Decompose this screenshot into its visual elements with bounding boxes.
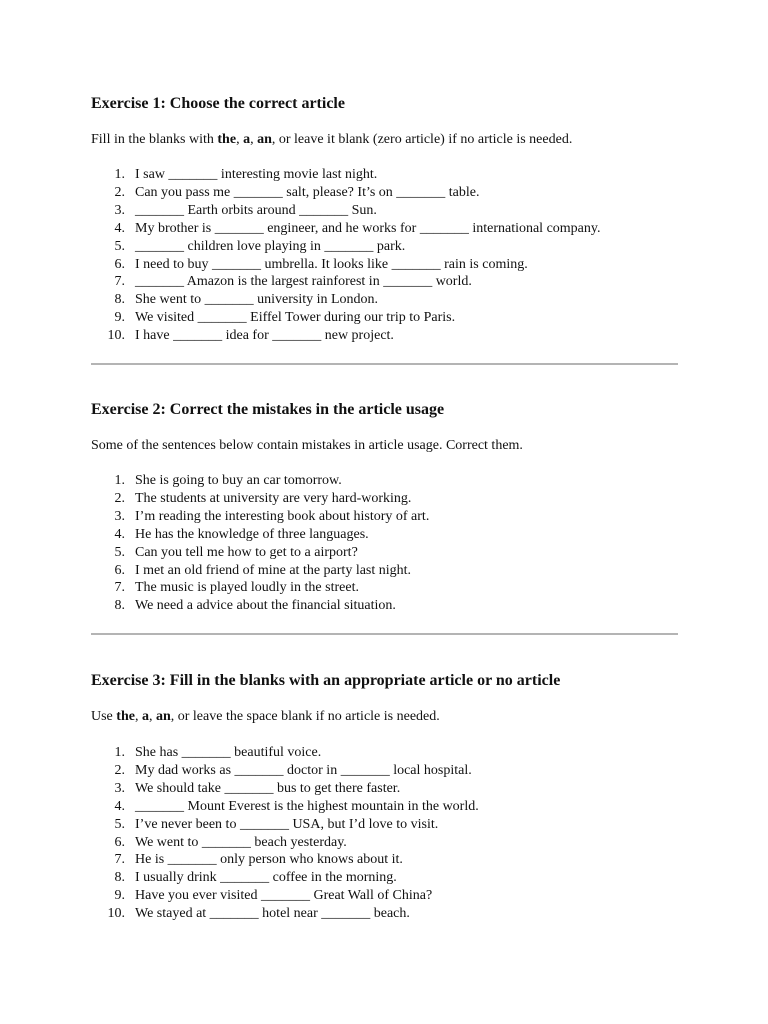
item-number: 5. <box>114 816 125 832</box>
item-text: I saw _______ interesting movie last night. <box>135 167 378 182</box>
article-a: a <box>141 709 149 724</box>
list-item <box>91 744 479 762</box>
list-item <box>91 579 429 597</box>
item-text: We need a advice about the financial situation. <box>135 598 396 614</box>
item-number: 1. <box>114 473 125 488</box>
item-number: 5. <box>114 238 125 254</box>
item-text: Can you tell me how to get to a airport? <box>135 544 358 560</box>
item-text: She is going to buy an car tomorrow. <box>135 473 342 488</box>
item-number: 2. <box>114 762 125 778</box>
exercise-2-title: Exercise 2: Correct the mistakes in the article usage <box>91 401 445 418</box>
list-item <box>91 834 479 852</box>
intro-separator: , <box>134 709 142 724</box>
list-item <box>91 851 479 869</box>
item-text: We should take _______ bus to get there faster. <box>135 780 401 796</box>
list-item <box>91 562 429 580</box>
item-text: My dad works as _______ doctor in _______ local hospital. <box>135 762 472 778</box>
list-item <box>91 220 600 238</box>
item-text: _______ Mount Everest is the highest mountain in the world. <box>135 798 479 814</box>
item-text: _______ Earth orbits around _______ Sun. <box>135 202 377 218</box>
intro-separator: , <box>148 709 156 724</box>
item-text: I met an old friend of mine at the party last night. <box>135 562 412 578</box>
list-item <box>91 309 600 327</box>
item-text: We stayed at _______ hotel near _______ beach. <box>135 906 410 922</box>
intro-prefix: Fill in the blanks with <box>91 132 218 147</box>
item-number: 10. <box>107 328 125 344</box>
article-a: a <box>243 132 251 147</box>
item-text: I’m reading the interesting book about history of art. <box>135 508 430 524</box>
list-item <box>91 905 479 923</box>
item-number: 8. <box>114 292 125 308</box>
list-item <box>91 887 479 905</box>
item-text: The students at university are very hard-working. <box>135 490 412 506</box>
item-number: 6. <box>114 256 125 272</box>
item-number: 4. <box>114 798 125 814</box>
list-item <box>91 202 600 220</box>
exercise-3-title: Exercise 3: Fill in the blanks with an appropriate article or no article <box>91 672 561 689</box>
exercise-2-list <box>91 472 429 615</box>
exercise-1-section <box>91 94 679 344</box>
list-item <box>91 544 429 562</box>
item-text: The music is played loudly in the street. <box>135 580 359 596</box>
intro-suffix: , or leave it blank (zero article) if no article is needed. <box>271 132 573 147</box>
item-number: 6. <box>114 562 125 578</box>
list-item <box>91 327 600 345</box>
list-item <box>91 238 600 256</box>
article-the: the <box>217 132 237 147</box>
intro-suffix: , or leave the space blank if no article is needed. <box>170 709 440 724</box>
list-item <box>91 291 600 309</box>
item-number: 1. <box>114 745 125 760</box>
list-item <box>91 508 429 526</box>
intro-separator: , <box>236 132 244 147</box>
item-text: She has _______ beautiful voice. <box>135 745 322 760</box>
list-item <box>91 780 479 798</box>
section-divider <box>91 633 678 635</box>
item-number: 9. <box>114 310 125 326</box>
item-number: 7. <box>114 580 125 596</box>
list-item <box>91 184 600 202</box>
item-number: 2. <box>114 184 125 200</box>
exercise-1-title: Exercise 1: Choose the correct article <box>91 95 345 112</box>
item-text: We went to _______ beach yesterday. <box>135 834 347 850</box>
list-item <box>91 869 479 887</box>
list-item <box>91 256 600 274</box>
list-item <box>91 762 479 780</box>
item-number: 3. <box>114 780 125 796</box>
item-text: We visited _______ Eiffel Tower during our trip to Paris. <box>135 310 456 326</box>
intro-separator: , <box>250 132 258 147</box>
item-text: _______ Amazon is the largest rainforest in _______ world. <box>135 274 472 290</box>
item-number: 8. <box>114 870 125 886</box>
item-text: My brother is _______ engineer, and he works for _______ international company. <box>135 220 601 236</box>
item-number: 10. <box>107 906 125 922</box>
item-number: 7. <box>114 852 125 868</box>
item-number: 3. <box>114 202 125 218</box>
item-text: He is _______ only person who knows about it. <box>135 852 403 868</box>
exercise-1-instructions <box>91 131 572 149</box>
item-text: Can you pass me _______ salt, please? It’s on _______ table. <box>135 184 480 200</box>
item-number: 9. <box>114 888 125 904</box>
article-an: an <box>155 709 171 724</box>
item-text: I need to buy _______ umbrella. It looks like _______ rain is coming. <box>135 256 528 272</box>
item-number: 5. <box>114 544 125 560</box>
item-number: 3. <box>114 508 125 524</box>
list-item <box>91 526 429 544</box>
exercise-1-list <box>91 166 600 345</box>
exercise-2-instructions: Some of the sentences below contain mistakes in article usage. Correct them. <box>91 438 523 453</box>
list-item <box>91 798 479 816</box>
item-text: I’ve never been to _______ USA, but I’d love to visit. <box>135 816 439 832</box>
exercise-3-list <box>91 744 479 923</box>
exercise-2-section <box>91 400 679 614</box>
item-number: 2. <box>114 490 125 506</box>
item-text: She went to _______ university in London. <box>135 292 379 308</box>
item-number: 4. <box>114 526 125 542</box>
section-divider <box>91 363 678 365</box>
list-item <box>91 490 429 508</box>
item-text: Have you ever visited _______ Great Wall of China? <box>135 888 433 904</box>
item-text: _______ children love playing in _______ park. <box>135 238 406 254</box>
item-number: 4. <box>114 220 125 236</box>
list-item <box>91 273 600 291</box>
exercise-3-section <box>91 671 679 922</box>
item-text: He has the knowledge of three languages. <box>135 526 369 542</box>
item-number: 7. <box>114 274 125 290</box>
article-an: an <box>257 132 272 147</box>
list-item <box>91 166 600 184</box>
item-number: 6. <box>114 834 125 850</box>
item-number: 8. <box>114 598 125 614</box>
list-item <box>91 816 479 834</box>
exercise-3-instructions <box>91 708 440 726</box>
list-item <box>91 597 429 615</box>
intro-prefix: Use <box>91 709 117 724</box>
article-the: the <box>116 709 135 724</box>
list-item <box>91 472 429 490</box>
item-text: I usually drink _______ coffee in the morning. <box>135 870 397 886</box>
item-number: 1. <box>114 167 125 182</box>
item-text: I have _______ idea for _______ new project. <box>135 328 394 344</box>
